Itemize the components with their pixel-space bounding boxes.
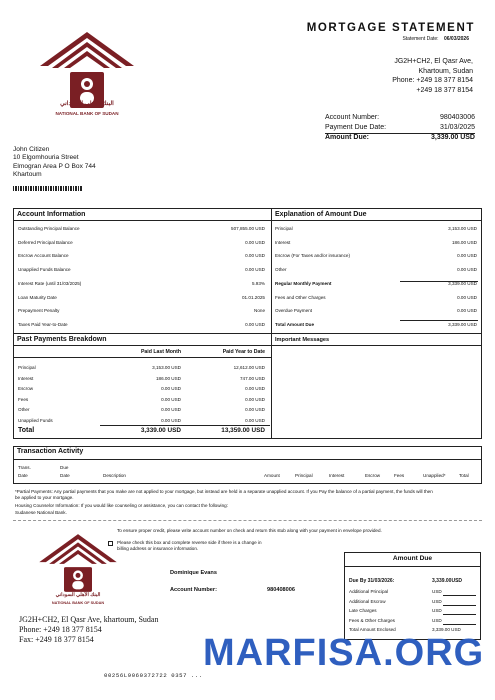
counselor-note: Housing Counselor Information: If you would like counseling or assistance, you can contact the following: <box>15 503 228 508</box>
explanation-label: Interest <box>275 239 291 245</box>
explanation-heading: Explanation of Amount Due <box>275 211 367 218</box>
customer-street: 10 Elgomhouria Street <box>13 154 79 162</box>
stub-bank-address <box>19 615 158 645</box>
stub-amount-heading: Amount Due <box>392 555 433 562</box>
partial-payment-note: *Partial Payments: Any partial payments that you make are not applied to your mortgage, but instead are held in a separate unapplied account. If you Pay the balance of a partial payment, the funds will then be applied to your mortgage. <box>15 489 433 500</box>
stub-phone: Phone: +249 18 377 8154 <box>19 625 102 634</box>
account-info-value: 0.00 USD <box>245 321 265 327</box>
account-info-label: Deferred Principal Balance <box>18 239 73 245</box>
account-info-label: Prepayment Penalty <box>18 308 60 314</box>
account-info-heading: Account Information <box>17 211 86 218</box>
explanation-label: Total Amount Due <box>275 321 315 327</box>
stub-amount-label: Additional Principal <box>349 589 389 594</box>
counselor-org: Sudanese National Bank. <box>15 510 67 515</box>
past-payment-label: Principal <box>18 365 36 370</box>
stub-amount-label: Late Charges <box>349 608 377 614</box>
past-payment-ytd: 0.00 USD <box>245 407 265 413</box>
transaction-column-header: Total <box>459 473 469 478</box>
past-payment-ytd: 0.00 USD <box>245 396 265 402</box>
stub-due-by-label: Due By 31/03/2026: <box>349 578 395 584</box>
stub-amount-label: Additional Escrow <box>349 598 386 604</box>
past-payment-last-month: 0.00 USD <box>161 418 181 423</box>
past-payment-last-month: 186.00 USD <box>155 375 181 381</box>
transaction-column-header: Amount <box>264 473 280 478</box>
cut-line <box>13 520 482 521</box>
transaction-column-header: Due <box>60 465 69 470</box>
stub-fax: Fax: +249 18 377 8154 <box>19 635 94 644</box>
transaction-column-header: Fees <box>394 473 405 478</box>
bank-phone-2: +249 18 377 8154 <box>416 86 473 94</box>
logo-english-text: NATIONAL BANK OF SUDAN <box>55 111 119 116</box>
account-info-label: Escrow Account Balance <box>18 253 69 259</box>
account-number-value: 980403006 <box>439 114 475 121</box>
past-payment-ytd: 12,612.00 USD <box>233 365 265 370</box>
account-info-value: 5.93% <box>251 280 265 286</box>
account-info-label: Taxes Paid Year-to-Date <box>18 321 68 327</box>
explanation-label: Regular Monthly Payment <box>275 280 332 286</box>
postal-barcode <box>13 186 83 191</box>
stub-account-label: Account Number: <box>170 587 217 593</box>
account-info-value: 507,855.00 USD <box>231 226 265 231</box>
stub-amount-value: USD <box>432 608 442 614</box>
past-payment-ytd: 0.00 USD <box>245 386 265 392</box>
past-col-underline <box>13 357 271 358</box>
past-payment-label: Other <box>18 407 30 413</box>
account-info-label: Outstanding Principal Balance <box>18 226 80 231</box>
stub-amount-blank-line <box>443 614 476 615</box>
stub-amount-value: USD <box>432 598 442 604</box>
past-payment-last-month: 0.00 USD <box>161 386 181 392</box>
account-info-value: 0.00 USD <box>245 253 265 259</box>
past-payment-last-month: 3,153.00 USD <box>152 365 181 370</box>
stub-amount-blank-line <box>443 605 476 606</box>
past-payment-last-month: 0.00 USD <box>161 396 181 402</box>
bank-address-line-1: JG2H+CH2, El Qasr Ave, <box>394 58 473 65</box>
past-payment-label: Unapplied Funds <box>18 418 53 423</box>
past-payment-label: Interest <box>18 375 34 381</box>
watermark-text: MARFISA.ORG <box>203 632 485 674</box>
account-info-value: 01.01.2025 <box>242 294 265 300</box>
transaction-column-header: Escrow <box>365 473 381 478</box>
bank-logo-icon <box>36 28 138 123</box>
transaction-column-header: Interest <box>329 473 345 478</box>
transaction-column-header: Trans. <box>18 465 31 470</box>
stub-logo-english: NATIONAL BANK OF SUDAN <box>51 601 105 605</box>
stub-instruction-2: Please check this box and complete reverse side if there is a change in billing address or insurance information. <box>117 540 262 551</box>
stub-address-line: JG2H+CH2, El Qasr Ave, khartoum, Sudan <box>19 615 159 624</box>
transaction-column-header: Date <box>60 473 70 478</box>
stub-amount-value: USD <box>432 617 442 623</box>
stub-account-number: 980408006 <box>267 587 295 593</box>
explanation-label: Other <box>275 267 287 273</box>
explanation-value: 186.00 USD <box>451 239 477 245</box>
account-info-value: None <box>254 308 265 314</box>
customer-name: John Citizen <box>13 146 50 153</box>
bank-address <box>392 57 473 95</box>
past-total-ytd: 13,359.00 USD <box>221 427 265 434</box>
statement-date-value: 06/03/2026 <box>443 36 469 42</box>
explanation-value: 3,153.00 USD <box>448 226 477 231</box>
stub-amount-value: 3,339.00 USD <box>432 627 461 633</box>
transaction-box <box>13 446 482 484</box>
bank-address-line-2: Khartoum, Sudan <box>418 67 473 75</box>
stub-amount-label: Fees & Other Charges <box>349 617 395 623</box>
transaction-column-header: Unapplied* <box>423 473 446 478</box>
grid-divider-mid <box>13 333 482 334</box>
account-summary <box>325 113 475 143</box>
transaction-heading-line <box>13 459 482 460</box>
explanation-value: 0.00 USD <box>457 267 477 273</box>
stub-instruction-1: To ensure proper credit, please write account number on check and return this stub along with your payment in envelope provided. <box>117 528 382 533</box>
statement-date <box>402 36 469 42</box>
explanation-label: Escrow (For Taxes and/or insurance) <box>275 253 350 259</box>
heading-underline-1 <box>13 220 482 221</box>
statement-title: MORTGAGE STATEMENT <box>306 22 475 34</box>
logo-arabic-text: البنك الأهلي السوداني <box>60 101 114 107</box>
messages-heading: Important Messages <box>275 337 330 343</box>
due-date-value: 31/03/2025 <box>439 124 475 131</box>
stub-amount-label: Total Amount Enclosed <box>349 627 396 633</box>
past-total-line <box>100 425 270 426</box>
stub-amount-value: USD <box>432 589 442 594</box>
past-payment-label: Escrow <box>18 386 34 392</box>
address-change-checkbox[interactable] <box>108 541 113 546</box>
bank-phone-1: Phone: +249 18 377 8154 <box>392 77 473 84</box>
explanation-subtotal-line <box>400 281 478 282</box>
explanation-total-line <box>400 320 478 321</box>
stub-amount-heading-line <box>344 566 481 567</box>
past-payment-label: Fees <box>18 396 29 402</box>
amount-due-label: Amount Due: <box>325 134 369 141</box>
past-col-ytd: Paid Year to Date <box>222 349 265 355</box>
account-info-value: 0.00 USD <box>245 239 265 245</box>
explanation-value: 3,339.00 USD <box>448 280 477 286</box>
summary-divider <box>325 133 475 134</box>
micr-line: 00256L9060372722 0357 ... <box>104 672 203 679</box>
customer-city: Khartoum <box>13 171 42 179</box>
amount-due-value: 3,339.00 USD <box>431 134 475 141</box>
explanation-value: 0.00 USD <box>457 253 477 259</box>
past-payments-heading: Past Payments Breakdown <box>17 336 107 343</box>
transaction-column-header: Description <box>103 473 126 478</box>
past-total-label: Total <box>18 427 35 434</box>
stub-amount-blank-line <box>443 595 476 596</box>
past-col-last-month: Paid Last Month <box>140 349 181 355</box>
bank-logo <box>36 28 138 123</box>
account-number-label: Account Number: <box>325 114 380 121</box>
explanation-label: Fees and Other Charges <box>275 294 326 300</box>
account-info-label: Interest Rate (until 31/03/2025) <box>18 280 82 286</box>
explanation-value: 3,339.00 USD <box>448 321 477 327</box>
stub-logo-arabic: البنك الأهلي السوداني <box>55 592 101 598</box>
transaction-heading: Transaction Activity <box>17 448 84 455</box>
past-payment-ytd: 0.00 USD <box>245 418 265 423</box>
past-payment-last-month: 0.00 USD <box>161 407 181 413</box>
explanation-value: 0.00 USD <box>457 308 477 314</box>
stub-due-by-value: 3,339.00USD <box>432 578 463 584</box>
explanation-label: Overdue Payment <box>275 308 313 314</box>
account-info-value: 0.00 USD <box>245 267 265 273</box>
account-info-label: Loan Maturity Date <box>18 294 57 300</box>
due-date-label: Payment Due Date: <box>325 124 387 131</box>
transaction-column-header: Date <box>18 473 28 478</box>
customer-area: Elmogran Area P O Box 744 <box>13 162 96 170</box>
grid-divider-vertical <box>271 208 272 439</box>
heading-underline-2 <box>13 345 482 346</box>
stub-customer-name: Dominique Evans <box>170 570 217 576</box>
explanation-label: Principal <box>275 226 293 231</box>
past-total-last-month: 3,339.00 USD <box>140 427 181 434</box>
account-info-label: Unapplied Funds Balance <box>18 267 71 273</box>
statement-date-label: Statement Date: <box>402 36 439 42</box>
transaction-column-header: Principal <box>295 473 313 478</box>
past-payment-ytd: 747.00 USD <box>239 375 265 381</box>
customer-address <box>13 146 96 180</box>
explanation-value: 0.00 USD <box>457 294 477 300</box>
stub-amount-blank-line <box>443 624 476 625</box>
